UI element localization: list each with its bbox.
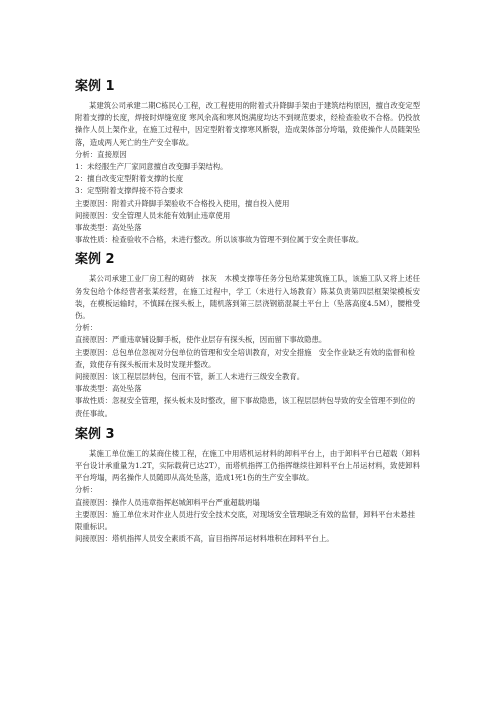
- analysis-line: 间接原因：安全管理人员未能有效制止违章使用: [75, 210, 231, 220]
- analysis-line: 分析：: [75, 323, 98, 333]
- analysis-line: 主要原因：附着式升降脚手架验收不合格投入使用，擅自投入使用: [75, 198, 290, 208]
- case-1-title: 案例 1: [75, 79, 115, 94]
- analysis-line: 1：未经服生产厂家同意擅自改变脚手架结构。: [75, 162, 228, 172]
- analysis-line: 主要原因：施工单位未对作业人员进行安全技术交底，对现场安全管理缺乏有效的监督，卸料平台未悬挂限重标识。: [75, 509, 415, 532]
- case-1-paragraph-text: 某建筑公司承建二期C栋民心工程，改工程使用的附着式升降脚手架由于建筑结构原因，擅自改变定型附着支撑的长度，焊接时焊缝宽度 寒风余高和寒风饱满度均达不到规范要求，经检查验收不合格。仍投放操作人员上架作业，在施工过程中，因定型附着支撑寒风断裂，造成架体部分垮塌，致使操作人员随架坠落，造成两人死亡的生产安全事故。: [75, 101, 420, 147]
- case-2-analysis: [75, 322, 420, 420]
- case-2-paragraph-text: 某公司承建工业厂房工程的砌砖 抹灰 木模支撑等任务分包给某建筑施工队，该施工队又将上述任务发包给个体经营者张某经营，在施工过程中，学工（未进行入场教育）陈某负责第四层框架梁模板安装，在模板运输时，不慎踩在探头板上，随机落到第三层浇钢筋混凝土平台上（坠落高度4.5M），腰椎受伤。: [75, 274, 420, 321]
- case-3-title: 案例 3: [75, 426, 115, 442]
- analysis-line: 间接原因：塔机指挥人员安全素质不高，盲目指挥吊运材料堆积在卸料平台上。: [75, 534, 334, 544]
- analysis-line: 事故性质：检查验收不合格，未进行整改。所以该事故为管理不到位属于安全责任事故。: [75, 235, 364, 245]
- analysis-line: 2：擅自改变定型附着支撑的长度: [75, 174, 184, 184]
- case-3-paragraph: [75, 448, 420, 485]
- analysis-line: 直接原因：严重违章铺设脚手板，使作业层存有探头板，因而留下事故隐患。: [75, 335, 327, 345]
- case-1-analysis: [75, 149, 420, 247]
- analysis-line: 主要原因：总包单位忽视对分包单位的管理和安全培训教育，对安全措施 安全作业缺乏有效的监督和检查，致使存有探头板而未及时发现并整改。: [75, 347, 415, 369]
- analysis-line: 事故类型：高处坠落: [75, 223, 142, 233]
- case-2-title: 案例 2: [75, 252, 115, 268]
- case-2-section: [75, 251, 420, 419]
- case-3-analysis: [75, 484, 420, 545]
- case-1-section: [75, 78, 420, 246]
- analysis-line: 直接原因：操作人员违章指挥赵城卸料平台严重超载坍塌: [75, 497, 260, 507]
- analysis-line: 分析：: [75, 485, 98, 495]
- case-3-paragraph-text: 某施工单位施工的某商住楼工程，在施工中用塔机运材料的卸料平台上，由于卸料平台已超载（卸料平台设计承重量为1.2T，实际载荷已达2T），而塔机指挥工仍指挥继续往卸料平台上吊运材料，致使卸料平台垮塌，两名操作人员随即从高处坠落，造成1死1伤的生产安全事故。: [75, 448, 420, 483]
- document-content: [75, 68, 420, 546]
- analysis-line: 事故性质：忽视安全管理，探头板未及时整改，留下事故隐患，该工程层层转包导致的安全管理不到位的责任事故。: [75, 396, 415, 418]
- case-2-paragraph: [75, 273, 420, 322]
- case-1-paragraph: [75, 100, 420, 149]
- analysis-line: 分析：直接原因: [75, 149, 127, 159]
- analysis-line: 间接原因：该工程层层转包，包而不管，新工人未进行三级安全教育。: [75, 372, 305, 382]
- analysis-line: 3：定型附着支撑焊接不符合要求: [75, 186, 184, 196]
- case-3-section: [75, 426, 420, 546]
- analysis-line: 事故类型：高处坠落: [75, 384, 142, 394]
